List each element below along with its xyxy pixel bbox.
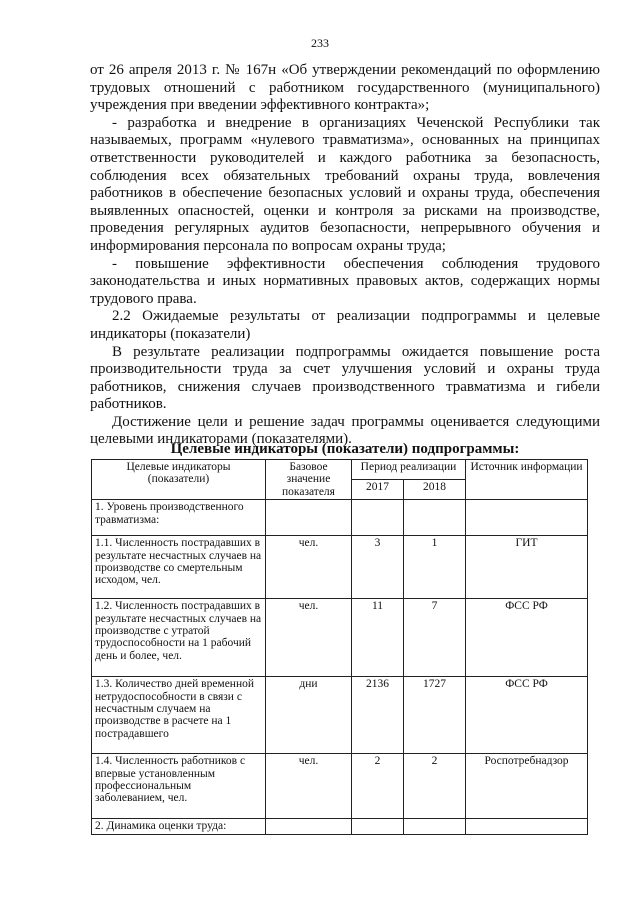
value-2017-cell: 2136	[352, 677, 404, 754]
unit-cell: чел.	[266, 754, 352, 819]
indicators-table	[91, 459, 588, 835]
header-year-2017: 2017	[352, 480, 404, 500]
table-row	[92, 677, 588, 754]
header-source: Источник информации	[466, 460, 588, 500]
value-2018-cell: 2	[404, 754, 466, 819]
paragraph: - повышение эффективности обеспечения соблюдения трудового законодательства и иных нормативных правовых актов, содержащих нормы трудового права.	[90, 255, 600, 307]
source-cell: Роспотребнадзор	[466, 754, 588, 819]
table-row	[92, 500, 588, 536]
value-2017-cell: 11	[352, 599, 404, 677]
table-row	[92, 819, 588, 835]
value-2017-cell: 2	[352, 754, 404, 819]
indicator-cell: 2. Динамика оценки труда:	[92, 819, 266, 835]
table-header-row	[92, 460, 588, 480]
table-row	[92, 754, 588, 819]
header-year-2018: 2018	[404, 480, 466, 500]
source-cell	[466, 819, 588, 835]
indicator-cell: 1.3. Количество дней временной нетрудоспособности в связи с несчастным случаем на производстве в расчете на 1 пострадавшего	[92, 677, 266, 754]
value-2017-cell: 3	[352, 536, 404, 599]
header-indicator: Целевые индикаторы (показатели)	[92, 460, 266, 500]
unit-cell	[266, 819, 352, 835]
value-2018-cell: 1727	[404, 677, 466, 754]
unit-cell: чел.	[266, 536, 352, 599]
section-heading: 2.2 Ожидаемые результаты от реализации подпрограммы и целевые индикаторы (показатели)	[90, 308, 600, 342]
value-2018-cell	[404, 819, 466, 835]
table-row	[92, 599, 588, 677]
paragraph: - разработка и внедрение в организациях Чеченской Республики так называемых, программ «нулевого травматизма», основанных на принципах ответственности руководителей и каждого работника за безопасность, соблюдения всех обязательных требований охраны труда, вовлечения работников в обеспечение безопасных условий и охраны труда, обеспечения выявленных опасностей, оценки и контроля за рисками на производстве, проведения регулярных аудитов безопасности, непрерывного обучения и информирования персонала по вопросам охраны труда;	[90, 114, 600, 254]
table-title: Целевые индикаторы (показатели) подпрограммы:	[170, 441, 520, 457]
table-row	[92, 536, 588, 599]
header-base-value: Базовое значение показателя	[266, 460, 352, 500]
indicator-cell: 1.2. Численность пострадавших в результате несчастных случаев на производстве с утратой трудоспособности на 1 рабочий день и более, чел.	[92, 599, 266, 677]
body-text	[90, 62, 600, 449]
unit-cell: дни	[266, 677, 352, 754]
source-cell: ГИТ	[466, 536, 588, 599]
unit-cell	[266, 500, 352, 536]
page-number: 233	[311, 36, 329, 50]
paragraph: Достижение цели и решение задач программы оценивается следующими целевыми индикаторами (показателями).	[90, 413, 600, 448]
value-2018-cell	[404, 500, 466, 536]
value-2017-cell	[352, 500, 404, 536]
value-2018-cell: 7	[404, 599, 466, 677]
value-2018-cell: 1	[404, 536, 466, 599]
value-2017-cell	[352, 819, 404, 835]
indicator-cell: 1. Уровень производственного травматизма:	[92, 500, 266, 536]
source-cell: ФСС РФ	[466, 677, 588, 754]
header-period: Период реализации	[352, 460, 466, 480]
indicator-cell: 1.1. Численность пострадавших в результате несчастных случаев на производстве со смертельным исходом, чел.	[92, 536, 266, 599]
unit-cell: чел.	[266, 599, 352, 677]
source-cell: ФСС РФ	[466, 599, 588, 677]
source-cell	[466, 500, 588, 536]
indicator-cell: 1.4. Численность работников с впервые установленным профессиональным заболеванием, чел.	[92, 754, 266, 819]
paragraph: от 26 апреля 2013 г. № 167н «Об утверждении рекомендаций по оформлению трудовых отношений с работником государственного (муниципального) учреждения при введении эффективного контракта»;	[90, 62, 600, 114]
paragraph: В результате реализации подпрограммы ожидается повышение роста производительности труда за счет улучшения условий и охраны труда работников, снижения случаев производственного травматизма и гибели работников.	[90, 343, 600, 413]
